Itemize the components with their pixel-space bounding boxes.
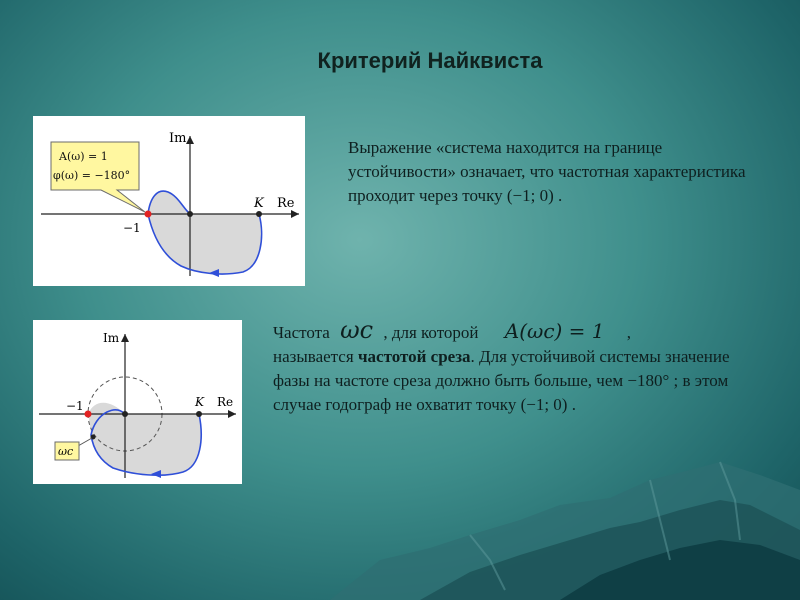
point-k <box>256 211 262 217</box>
axis-label-im: Im <box>169 131 187 146</box>
paragraph-cutoff-comma: , <box>626 323 632 342</box>
omega-c-label: ωc <box>58 445 74 458</box>
point-k-label: K <box>254 196 264 211</box>
tick-label-minus-one: −1 <box>123 221 141 235</box>
critical-point <box>145 211 152 218</box>
paragraph-cutoff-part2: , для которой <box>383 323 479 342</box>
axis-label-re: Re <box>217 395 234 409</box>
cutoff-formula: A(ωc) = 1 <box>504 319 605 343</box>
axis-label-re: Re <box>277 196 295 211</box>
nyquist-plot-boundary <box>33 116 305 286</box>
paragraph-boundary: Выражение «система находится на границе устойчивости» означает, что частотная характеристика проходит через точку (−1; 0) . <box>348 138 746 205</box>
point-k-label: K <box>195 395 204 409</box>
nyquist-plot-cutoff-svg <box>33 320 242 484</box>
origin-point <box>122 411 128 417</box>
slide-title: Критерий Найквиста <box>317 48 543 73</box>
omega-c-symbol: ωc <box>340 316 374 344</box>
paragraph-cutoff <box>273 318 753 417</box>
callout-line-2: φ(ω) = −180° <box>53 169 131 182</box>
origin-point <box>187 211 193 217</box>
callout-line-1: A(ω) = 1 <box>59 150 108 163</box>
paragraph-cutoff-part3: называется <box>273 347 354 366</box>
axis-label-im: Im <box>103 331 120 345</box>
point-k <box>196 411 202 417</box>
nyquist-plot-cutoff <box>33 320 242 484</box>
paragraph-cutoff-part1: Частота <box>273 323 330 342</box>
critical-point <box>85 411 92 418</box>
paragraph-cutoff-part4: . Для устойчивой системы значение фазы на частоте среза должно быть больше, чем −180° ; в этом случае годограф не охватит точку (−1; 0) . <box>273 347 730 414</box>
nyquist-plot-boundary-svg <box>33 116 305 286</box>
term-cutoff-frequency: частотой среза <box>357 347 471 366</box>
tick-label-minus-one: −1 <box>66 399 84 413</box>
